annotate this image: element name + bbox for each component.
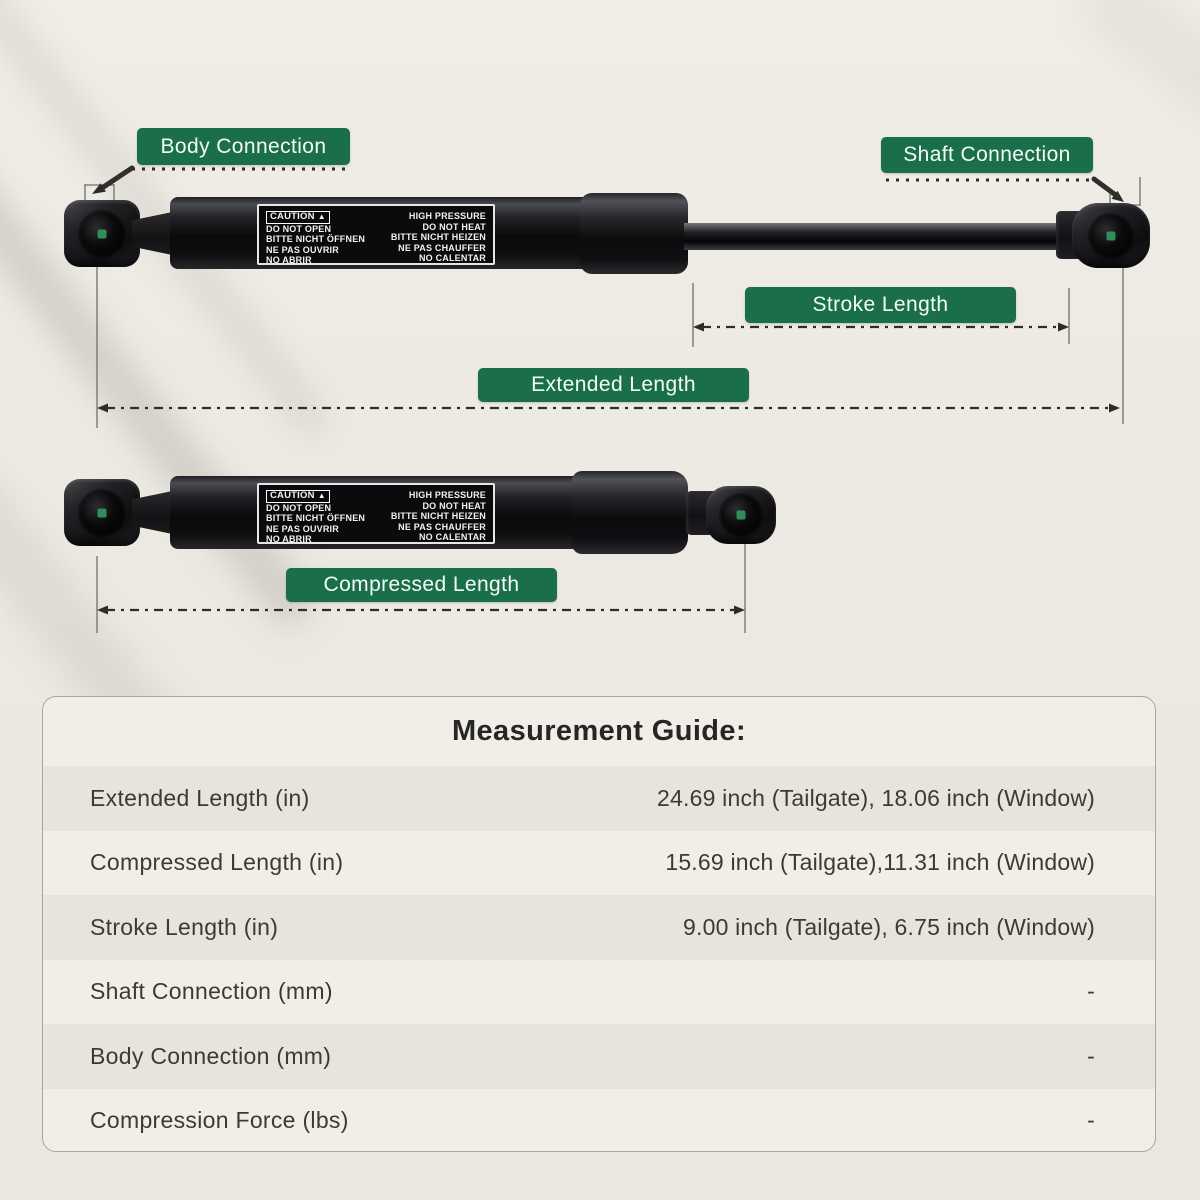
caution-word: CAUTION <box>270 211 315 222</box>
caution-line: NE PAS OUVRIR <box>266 523 339 534</box>
caution-line: BITTE NICHT HEIZEN <box>390 511 486 522</box>
caution-line: HIGH PRESSURE <box>408 211 486 221</box>
row-value: - <box>1087 1107 1095 1134</box>
row-value: - <box>1087 1042 1095 1069</box>
stroke-length-badge: Stroke Length <box>745 287 1016 323</box>
warning-triangle-icon: ▲ <box>317 491 326 501</box>
caution-line: NE PAS CHAUFFER <box>398 521 486 532</box>
caution-left-column <box>266 211 366 266</box>
eyelet-glint <box>98 229 107 238</box>
eyelet-glint <box>98 508 107 517</box>
table-row <box>43 1089 1155 1153</box>
row-label: Compression Force (lbs) <box>90 1107 349 1134</box>
shaft-connection-eyelet <box>1072 203 1150 268</box>
compressed-length-badge: Compressed Length <box>286 568 557 602</box>
caution-line: NE PAS CHAUFFER <box>398 242 486 253</box>
row-label: Stroke Length (in) <box>90 913 279 940</box>
caution-label <box>257 204 495 265</box>
eyelet-hole <box>80 212 124 256</box>
row-label: Compressed Length (in) <box>90 849 344 876</box>
caution-line: BITTE NICHT ÖFFNEN <box>266 234 366 245</box>
caution-line: DO NOT HEAT <box>422 221 486 232</box>
caution-word-box <box>266 211 330 224</box>
caution-left-column <box>266 490 366 545</box>
row-label: Extended Length (in) <box>90 784 310 811</box>
caution-right-column <box>390 211 486 264</box>
warning-triangle-icon: ▲ <box>317 212 326 222</box>
body-connection-eyelet <box>64 479 140 546</box>
caution-line: DO NOT HEAT <box>422 500 486 511</box>
table-row <box>43 766 1155 831</box>
piston-rod <box>684 223 1074 250</box>
body-connection-badge: Body Connection <box>137 128 350 165</box>
shaft-connection-badge: Shaft Connection <box>881 137 1093 173</box>
eyelet-glint <box>1107 231 1116 240</box>
caution-word-box <box>266 490 330 503</box>
extended-length-badge: Extended Length <box>478 368 749 402</box>
row-label: Shaft Connection (mm) <box>90 978 333 1005</box>
table-row <box>43 960 1155 1025</box>
row-value: - <box>1087 978 1095 1005</box>
caution-line: BITTE NICHT ÖFFNEN <box>266 513 366 524</box>
measurement-guide-table <box>42 696 1156 1152</box>
table-row <box>43 895 1155 960</box>
shaft-connection-bracket <box>1110 177 1140 206</box>
caution-word: CAUTION <box>270 490 315 501</box>
caution-line: NO ABRIR <box>266 534 312 545</box>
caution-line: NO ABRIR <box>266 255 312 266</box>
body-connection-eyelet <box>64 200 140 267</box>
caution-right-column <box>390 490 486 543</box>
caution-line: DO NOT OPEN <box>266 223 332 234</box>
eyelet-glint <box>737 511 746 520</box>
row-value: 9.00 inch (Tailgate), 6.75 inch (Window) <box>683 913 1095 940</box>
strut-collar <box>580 193 688 274</box>
caution-line: NO CALENTAR <box>418 532 486 543</box>
table-row <box>43 831 1155 896</box>
caution-line: NO CALENTAR <box>418 253 486 264</box>
table-row <box>43 1024 1155 1089</box>
eyelet-hole <box>80 491 124 535</box>
row-value: 24.69 inch (Tailgate), 18.06 inch (Window) <box>657 784 1095 811</box>
leaf-shadow <box>1068 0 1200 210</box>
caution-line: DO NOT OPEN <box>266 502 332 513</box>
caution-line: BITTE NICHT HEIZEN <box>390 232 486 243</box>
caution-line: NE PAS OUVRIR <box>266 244 339 255</box>
row-value: 15.69 inch (Tailgate),11.31 inch (Window) <box>665 849 1095 876</box>
strut-collar <box>572 471 688 554</box>
caution-label <box>257 483 495 544</box>
shaft-connection-leader <box>886 179 1124 202</box>
row-label: Body Connection (mm) <box>90 1042 332 1069</box>
eyelet-hole <box>1090 215 1132 257</box>
caution-line: HIGH PRESSURE <box>408 490 486 500</box>
eyelet-hole <box>721 495 761 535</box>
shaft-connection-eyelet <box>706 486 776 544</box>
table-title: Measurement Guide: <box>451 715 747 747</box>
